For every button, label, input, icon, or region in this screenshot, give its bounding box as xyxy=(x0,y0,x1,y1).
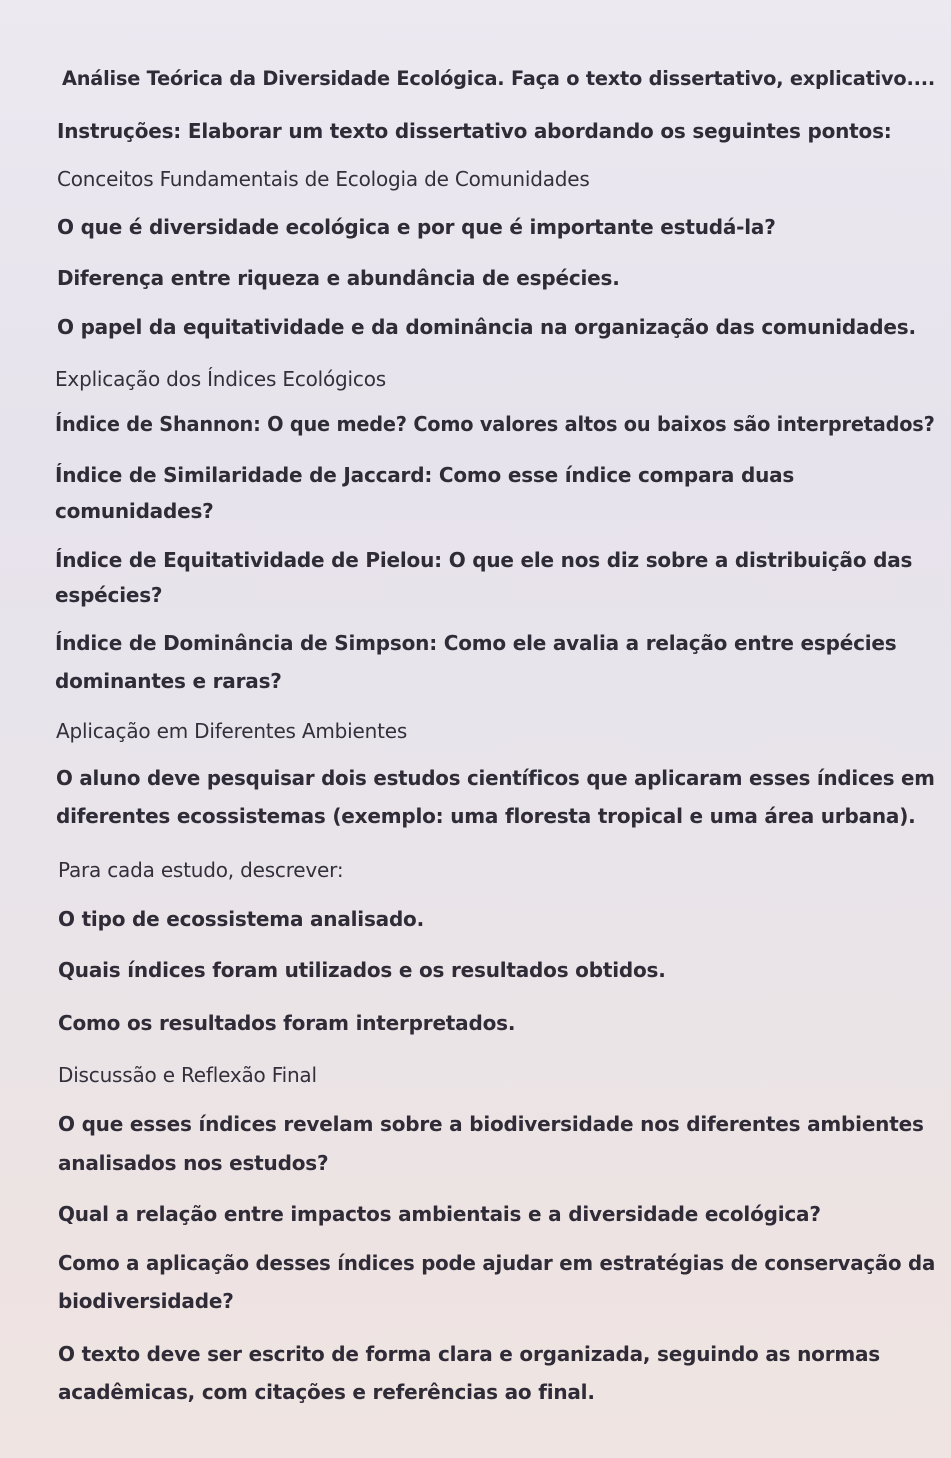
discussion-question: O que esses índices revelam sobre a biodiversidade nos diferentes ambientes xyxy=(58,1112,924,1136)
section-heading-discussion: Discussão e Reflexão Final xyxy=(58,1063,317,1087)
research-task-cont: diferentes ecossistemas (exemplo: uma floresta tropical e uma área urbana). xyxy=(56,804,916,828)
jaccard-question: Índice de Similaridade de Jaccard: Como esse índice compara duas xyxy=(55,463,795,487)
pielou-question: Índice de Equitatividade de Pielou: O que ele nos diz sobre a distribuição das xyxy=(55,548,913,572)
list-item: O que é diversidade ecológica e por que é importante estudá-la? xyxy=(57,215,776,239)
research-task: O aluno deve pesquisar dois estudos científicos que aplicaram esses índices em xyxy=(56,766,935,790)
list-item: Como os resultados foram interpretados. xyxy=(58,1011,516,1035)
jaccard-question-cont: comunidades? xyxy=(55,499,214,523)
shannon-question: Índice de Shannon: O que mede? Como valores altos ou baixos são interpretados? xyxy=(55,412,935,436)
discussion-question-cont: biodiversidade? xyxy=(58,1289,234,1313)
section-heading-application: Aplicação em Diferentes Ambientes xyxy=(56,719,408,743)
describe-prompt: Para cada estudo, descrever: xyxy=(58,858,344,882)
list-item: O tipo de ecossistema analisado. xyxy=(58,907,424,931)
closing-note-cont: acadêmicas, com citações e referências ao final. xyxy=(58,1380,595,1404)
section-heading-indices: Explicação dos Índices Ecológicos xyxy=(55,367,386,391)
simpson-question-cont: dominantes e raras? xyxy=(55,669,282,693)
document-title: Análise Teórica da Diversidade Ecológica. Faça o texto dissertativo, explicativo.... xyxy=(62,67,936,90)
discussion-question-cont: analisados nos estudos? xyxy=(58,1151,329,1175)
discussion-question: Qual a relação entre impactos ambientais e a diversidade ecológica? xyxy=(58,1202,821,1226)
instructions-text: Instruções: Elaborar um texto dissertativo abordando os seguintes pontos: xyxy=(57,119,892,143)
simpson-question: Índice de Dominância de Simpson: Como ele avalia a relação entre espécies xyxy=(55,631,897,655)
list-item: Diferença entre riqueza e abundância de espécies. xyxy=(57,266,620,290)
pielou-question-cont: espécies? xyxy=(55,583,163,607)
list-item: O papel da equitatividade e da dominância na organização das comunidades. xyxy=(57,315,916,339)
closing-note: O texto deve ser escrito de forma clara e organizada, seguindo as normas xyxy=(58,1342,881,1366)
list-item: Quais índices foram utilizados e os resultados obtidos. xyxy=(58,958,666,982)
discussion-question: Como a aplicação desses índices pode ajudar em estratégias de conservação da xyxy=(58,1251,936,1275)
section-heading-concepts: Conceitos Fundamentais de Ecologia de Comunidades xyxy=(57,167,590,191)
